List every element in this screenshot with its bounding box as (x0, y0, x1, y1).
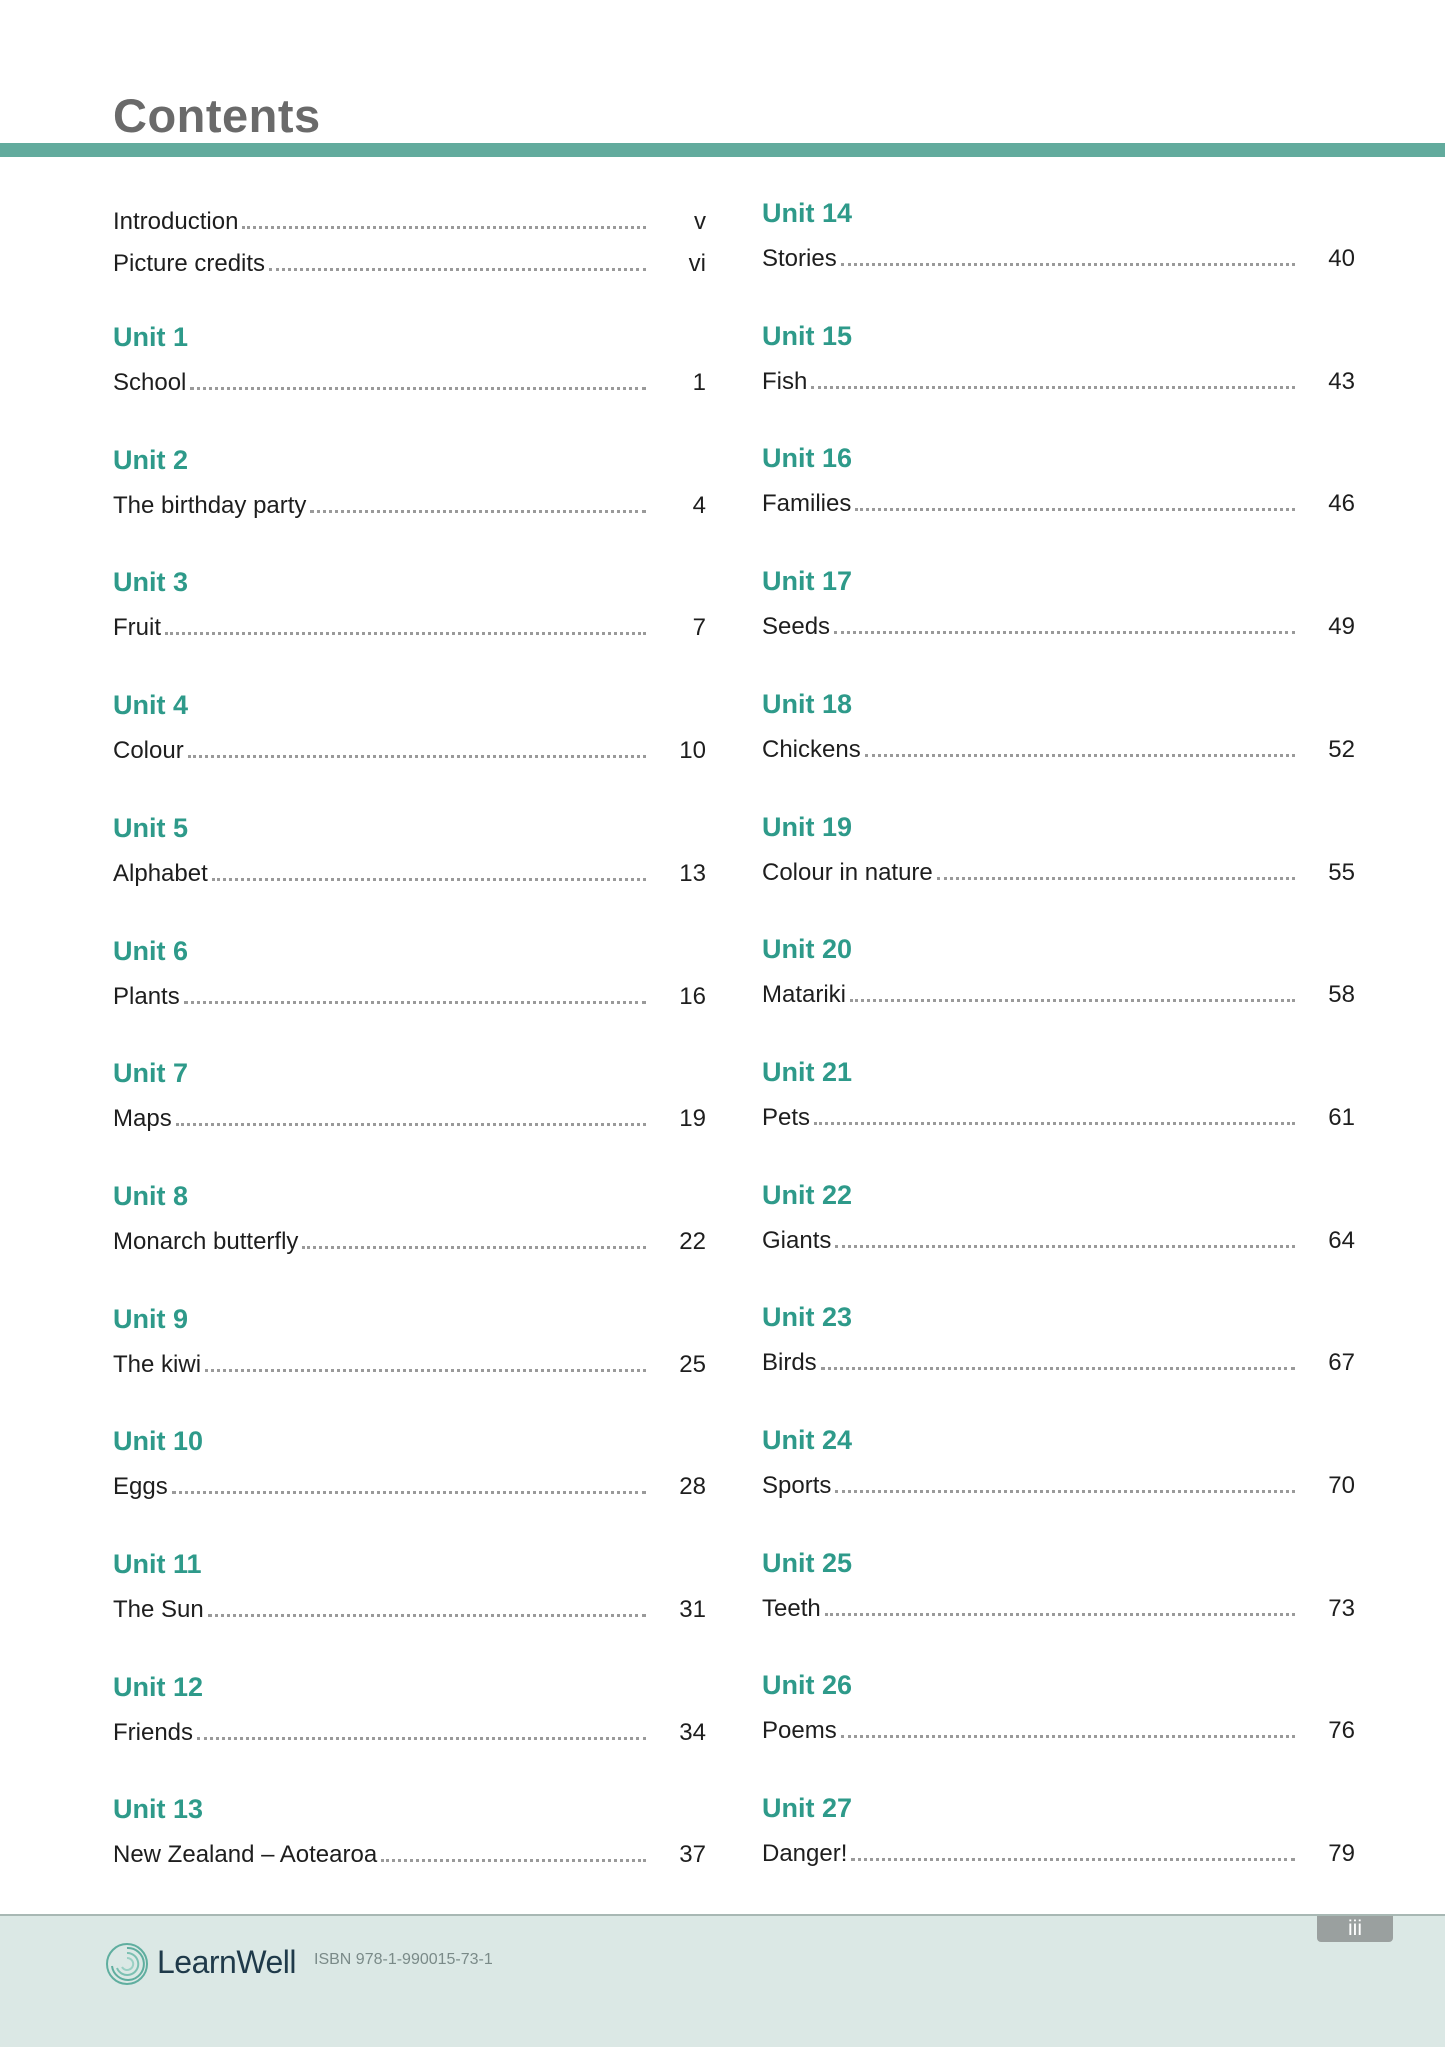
unit-heading: Unit 13 (113, 1794, 204, 1825)
entry-title: The Sun (113, 1596, 204, 1623)
entry-page-number: 28 (679, 1473, 706, 1501)
entry-title: Friends (113, 1718, 194, 1746)
contents-entry[interactable] (113, 1468, 706, 1502)
entry-title: Families (762, 490, 852, 518)
entry-title: Fruit (113, 614, 161, 642)
page-number-badge: iii (1317, 1916, 1393, 1942)
dot-leader (835, 1490, 1295, 1493)
contents-entry[interactable] (762, 731, 1355, 765)
unit-heading: Unit 20 (762, 934, 853, 965)
contents-entry[interactable] (113, 732, 706, 766)
spiral-logo-icon (105, 1942, 149, 1986)
unit-heading: Unit 10 (113, 1426, 204, 1457)
dot-leader (850, 999, 1295, 1002)
entry-title: Picture credits (113, 250, 266, 277)
dot-leader (184, 1001, 646, 1004)
entry-page-number: 34 (679, 1718, 706, 1746)
unit-heading: Unit 26 (762, 1670, 853, 1701)
entry-page-number: 31 (679, 1596, 706, 1623)
entry-title: Stories (762, 245, 837, 272)
unit-heading: Unit 19 (762, 811, 853, 842)
entry-title: Alphabet (113, 859, 208, 887)
entry-page-number: 64 (1328, 1226, 1355, 1254)
unit-heading: Unit 27 (762, 1793, 853, 1824)
dot-leader (937, 877, 1295, 880)
isbn-text: ISBN 978-1-990015-73-1 (314, 1951, 493, 1968)
dot-leader (855, 508, 1295, 511)
entry-page-number: 70 (1328, 1472, 1355, 1499)
unit-heading: Unit 22 (762, 1179, 853, 1210)
dot-leader (197, 1737, 646, 1740)
unit-heading: Unit 14 (762, 198, 853, 228)
unit-heading: Unit 8 (113, 1180, 189, 1211)
contents-entry[interactable] (113, 1346, 706, 1380)
contents-entry[interactable] (762, 1344, 1355, 1378)
unit-heading: Unit 11 (113, 1549, 202, 1579)
unit-heading: Unit 1 (113, 322, 189, 352)
entry-page-number: 7 (692, 614, 706, 642)
unit-heading: Unit 2 (113, 444, 189, 475)
entry-title: Matariki (762, 981, 847, 1009)
entry-title: Fish (762, 367, 808, 395)
dot-leader (176, 1123, 646, 1126)
unit-heading: Unit 23 (762, 1302, 853, 1333)
dot-leader (302, 1246, 646, 1249)
dot-leader (825, 1613, 1295, 1616)
entry-page-number: 73 (1328, 1594, 1355, 1622)
contents-entry[interactable] (113, 609, 706, 643)
contents-entry[interactable] (113, 1223, 706, 1257)
title-divider-bar (0, 143, 1445, 157)
entry-page-number: 67 (1328, 1349, 1355, 1377)
dot-leader (851, 1858, 1295, 1861)
unit-heading: Unit 5 (113, 812, 189, 843)
entry-title: Plants (113, 982, 180, 1010)
dot-leader (205, 1369, 646, 1372)
dot-leader (165, 632, 646, 635)
entry-page-number: 52 (1328, 735, 1355, 763)
dot-leader (172, 1491, 646, 1494)
contents-entry[interactable] (762, 363, 1355, 397)
contents-entry[interactable] (762, 1835, 1355, 1869)
dot-leader (242, 226, 646, 229)
entry-page-number: 43 (1328, 367, 1355, 395)
entry-title: Poems (762, 1717, 837, 1745)
entry-title: Seeds (762, 613, 831, 641)
dot-leader (381, 1859, 646, 1862)
entry-page-number: 40 (1328, 245, 1355, 272)
unit-heading: Unit 17 (762, 566, 853, 597)
entry-title: Introduction (113, 208, 239, 235)
contents-entry[interactable] (113, 364, 706, 398)
dot-leader (190, 387, 646, 390)
contents-entry[interactable] (762, 1467, 1355, 1501)
unit-heading: Unit 21 (762, 1056, 853, 1087)
dot-leader (865, 754, 1295, 757)
unit-heading: Unit 12 (113, 1671, 204, 1702)
entry-page-number: 46 (1328, 490, 1355, 518)
entry-page-number: 58 (1328, 981, 1355, 1009)
entry-page-number: 16 (679, 982, 706, 1010)
entry-page-number: 4 (692, 491, 706, 519)
dot-leader (811, 386, 1295, 389)
entry-page-number: 1 (692, 369, 706, 396)
contents-entry[interactable] (762, 976, 1355, 1010)
dot-leader (834, 631, 1295, 634)
dot-leader (188, 755, 646, 758)
entry-title: New Zealand – Aotearoa (113, 1841, 378, 1869)
page-title: Contents (113, 89, 321, 142)
unit-heading: Unit 6 (113, 935, 189, 966)
dot-leader (212, 878, 646, 881)
entry-page-number: 19 (679, 1105, 706, 1133)
entry-page-number: 22 (679, 1227, 706, 1255)
entry-title: Giants (762, 1226, 832, 1254)
contents-entry[interactable] (113, 978, 706, 1012)
dot-leader (841, 263, 1295, 266)
entry-page-number: v (694, 208, 706, 235)
contents-entry[interactable] (113, 855, 706, 889)
entry-title: Colour in nature (762, 858, 933, 886)
contents-entry[interactable] (762, 485, 1355, 519)
entry-page-number: 25 (679, 1350, 706, 1378)
dot-leader (841, 1735, 1295, 1738)
contents-entry[interactable] (113, 1836, 706, 1870)
entry-title: Chickens (762, 735, 861, 763)
entry-page-number: 37 (679, 1841, 706, 1869)
entry-title: Monarch butterfly (113, 1227, 299, 1255)
entry-title: Maps (113, 1105, 172, 1133)
entry-page-number: vi (688, 250, 706, 277)
contents-entry[interactable] (113, 487, 706, 521)
entry-title: The birthday party (113, 491, 307, 519)
entry-page-number: 55 (1328, 858, 1355, 886)
unit-heading: Unit 25 (762, 1547, 853, 1578)
contents-entry[interactable] (762, 608, 1355, 642)
contents-entry[interactable] (762, 1099, 1355, 1133)
entry-title: Teeth (762, 1594, 821, 1622)
contents-entry[interactable] (113, 245, 706, 279)
entry-page-number: 13 (679, 859, 706, 887)
unit-heading: Unit 3 (113, 567, 189, 598)
dot-leader (835, 1245, 1295, 1248)
entry-page-number: 76 (1328, 1717, 1355, 1745)
brand-name: LearnWell (157, 1944, 296, 1980)
entry-title: Pets (762, 1103, 811, 1131)
entry-title: Danger! (762, 1840, 848, 1868)
contents-entry[interactable] (113, 1591, 706, 1625)
unit-heading: Unit 15 (762, 320, 853, 351)
contents-entry[interactable] (113, 203, 706, 237)
entry-page-number: 61 (1328, 1103, 1355, 1131)
dot-leader (821, 1367, 1295, 1370)
dot-leader (814, 1122, 1295, 1125)
contents-entry[interactable] (762, 1222, 1355, 1256)
unit-heading: Unit 4 (113, 690, 189, 721)
entry-title: The kiwi (113, 1350, 202, 1378)
unit-heading: Unit 16 (762, 443, 853, 474)
contents-entry[interactable] (762, 1590, 1355, 1624)
entry-title: School (113, 369, 187, 396)
unit-heading: Unit 18 (762, 688, 853, 719)
unit-heading: Unit 9 (113, 1303, 189, 1334)
contents-entry[interactable] (762, 240, 1355, 274)
dot-leader (310, 510, 646, 513)
dot-leader (208, 1614, 646, 1617)
entry-page-number: 10 (679, 737, 706, 765)
contents-entry[interactable] (762, 1712, 1355, 1746)
unit-heading: Unit 24 (762, 1425, 853, 1455)
entry-title: Eggs (113, 1473, 168, 1501)
unit-heading: Unit 7 (113, 1058, 189, 1089)
contents-entry[interactable] (762, 854, 1355, 888)
entry-page-number: 79 (1328, 1840, 1355, 1868)
entry-title: Birds (762, 1349, 817, 1377)
entry-title: Colour (113, 737, 184, 765)
entry-title: Sports (762, 1472, 832, 1499)
dot-leader (269, 268, 646, 271)
contents-entry[interactable] (113, 1100, 706, 1134)
contents-entry[interactable] (113, 1714, 706, 1748)
entry-page-number: 49 (1328, 613, 1355, 641)
